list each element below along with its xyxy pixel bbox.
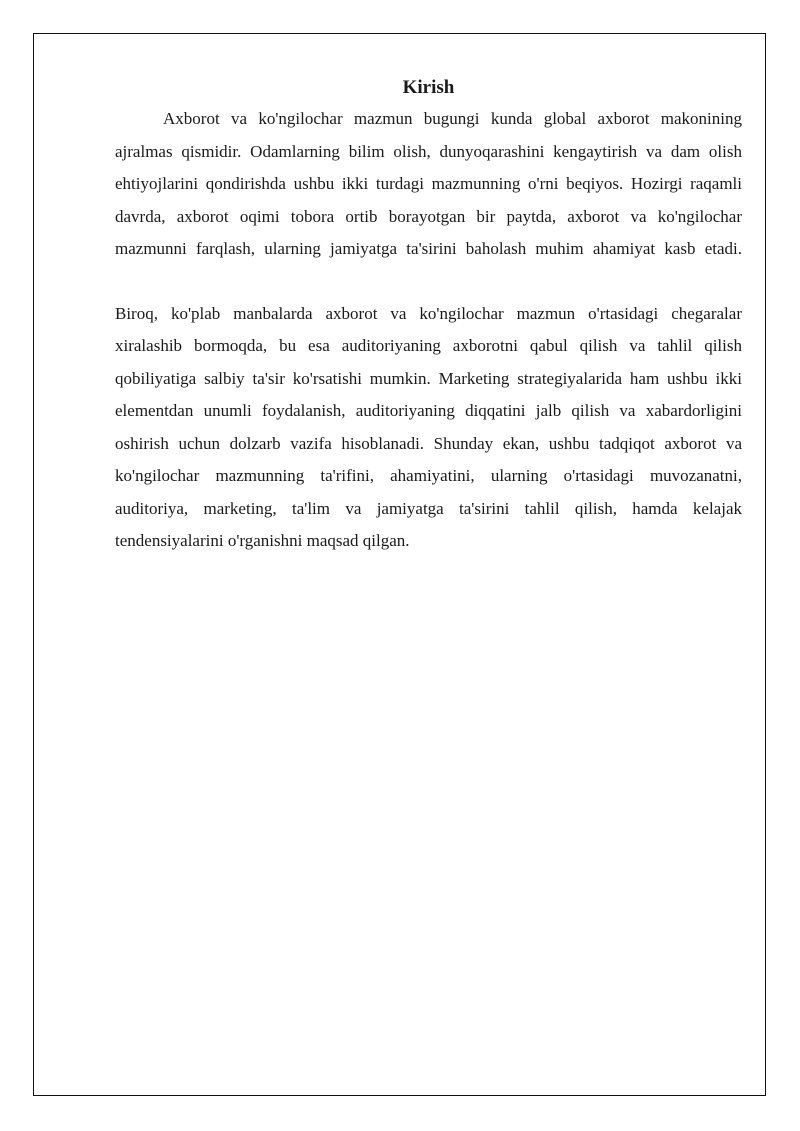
paragraph-intro: Axborot va ko'ngilochar mazmun bugungi kunda global axborot makonining ajralmas qismidir. Odamlarning bilim olish, dunyoqarashini kengaytirish va dam olish ehtiyojlarini qondirishda ushbu ikki turdagi mazmunning o'rni beqiyos. Hozirgi raqamli davrda, axborot oqimi tobora ortib borayotgan bir paytda, axborot va ko'ngilochar mazmunni farqlash, ularning jamiyatga ta'sirini baholash muhim ahamiyat kasb etadi.	[115, 109, 742, 258]
page-title: Kirish	[402, 77, 455, 98]
document-body	[115, 73, 742, 558]
paragraph-second: Biroq, ko'plab manbalarda axborot va ko'ngilochar mazmun o'rtasidagi chegaralar xiralashib bormoqda, bu esa auditoriyaning axborotni qabul qilish va tahlil qilish qobiliyatiga salbiy ta'sir ko'rsatishi mumkin. Marketing strategiyalarida ham ushbu ikki elementdan unumli foydalanish, auditoriyaning diqqatini jalb qilish va xabardorligini oshirish uchun dolzarb vazifa hisoblanadi. Shunday ekan, ushbu tadqiqot axborot va ko'ngilochar mazmunning ta'rifini, ahamiyatini, ularning o'rtasidagi muvozanatni, auditoriya, marketing, ta'lim va jamiyatga ta'sirini tahlil qilish, hamda kelajak tendensiyalarini o'rganishni maqsad qilgan.	[115, 303, 742, 550]
